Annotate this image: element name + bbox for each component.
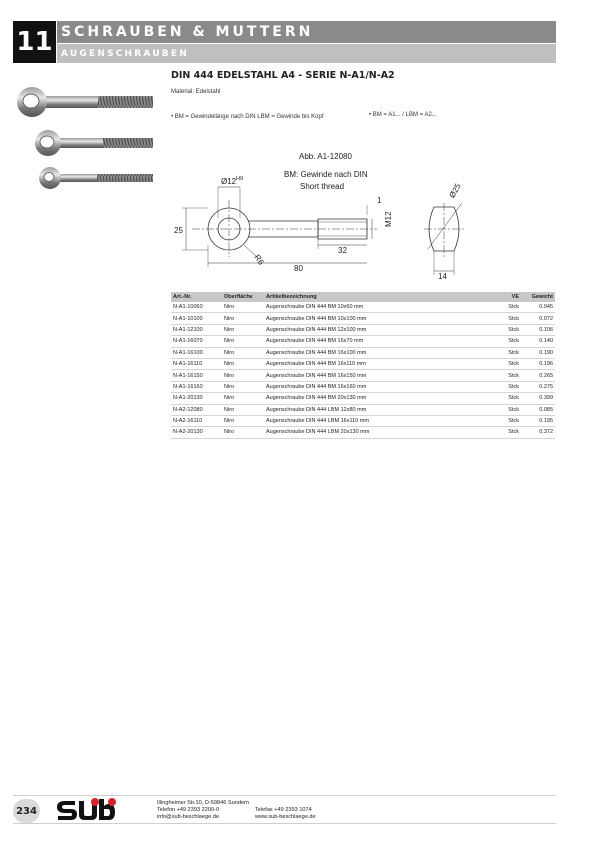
logo-red-dot-2	[108, 798, 116, 806]
cell-surface: Niro	[224, 406, 235, 413]
cell-art-nr: N-A1-10100	[173, 315, 203, 322]
feature-bullet-bm: • BM = Gewindelänge nach DIN LBM = Gewinde bis Kopf	[171, 114, 324, 120]
table-row	[171, 382, 555, 393]
dim-thread: M12	[384, 211, 393, 227]
cell-weight: 0.085	[539, 406, 553, 413]
col-header-surface: Oberfläche	[224, 294, 253, 300]
cell-description: Augenschraube DIN 444 LBM 12x80 mm	[266, 406, 367, 413]
feature-bullet-a1-a2: • BM = A1... / LBM = A2...	[369, 112, 437, 118]
table-row	[171, 370, 555, 381]
address-phone: Telefon +49 2393 2200-0	[157, 807, 220, 813]
cell-unit: Stck	[508, 361, 519, 368]
cell-description: Augenschraube DIN 444 BM 16x70 mm	[266, 338, 364, 345]
cell-surface: Niro	[224, 338, 235, 345]
thread-note-line2: Short thread	[300, 182, 345, 191]
bolt-side-view	[192, 200, 377, 257]
dim-height: 25	[174, 226, 183, 235]
cell-art-nr: N-A1-16070	[173, 338, 203, 345]
cell-weight: 0.372	[539, 429, 553, 436]
cell-description: Augenschraube DIN 444 BM 10x100 mm	[266, 315, 367, 322]
chapter-number: 11	[13, 21, 56, 63]
cell-surface: Niro	[224, 418, 235, 425]
cell-description: Augenschraube DIN 444 LBM 20x130 mm	[266, 429, 370, 436]
chapter-title: SCHRAUBEN & MUTTERN	[61, 24, 314, 40]
cell-art-nr: N-A1-10060	[173, 304, 203, 311]
table-row	[171, 336, 555, 347]
dim-radius: R6	[252, 252, 266, 267]
table-header	[171, 292, 555, 302]
cell-description: Augenschraube DIN 444 BM 16x160 mm	[266, 383, 367, 390]
col-header-unit: VE	[511, 294, 519, 300]
cell-weight: 0.275	[539, 383, 553, 390]
table-row	[171, 302, 555, 313]
dim-chamfer: 1	[377, 196, 382, 205]
col-header-description: Artikelbezeichnung	[266, 294, 317, 300]
cell-surface: Niro	[224, 372, 235, 379]
cell-unit: Stck	[508, 372, 519, 379]
cell-art-nr: N-A2-20130	[173, 429, 203, 436]
cell-surface: Niro	[224, 383, 235, 390]
cell-weight: 0.196	[539, 361, 553, 368]
cell-unit: Stck	[508, 429, 519, 436]
col-header-weight: Gewicht	[531, 294, 553, 300]
company-contact	[255, 807, 316, 821]
address-fax: Telefax +49 2393 1074	[255, 807, 312, 813]
eye-bolt-medium	[35, 130, 153, 156]
dim-thread-length: 32	[338, 246, 347, 255]
company-address	[157, 800, 249, 821]
table-row	[171, 313, 555, 324]
cell-description: Augenschraube DIN 444 BM 12x100 mm	[266, 326, 367, 333]
cell-weight: 0.195	[539, 418, 553, 425]
cell-unit: Stck	[508, 349, 519, 356]
section-subtitle: AUGENSCHRAUBEN	[61, 49, 189, 59]
cell-description: Augenschraube DIN 444 BM 20x130 mm	[266, 395, 367, 402]
dim-side-diameter: Ø25	[447, 181, 463, 200]
cell-weight: 0.190	[539, 349, 553, 356]
table-body	[171, 302, 555, 439]
address-email[interactable]: info@sub-beschlaege.de	[157, 814, 219, 820]
cell-surface: Niro	[224, 395, 235, 402]
dim-length: 80	[294, 264, 303, 273]
cell-weight: 0.045	[539, 304, 553, 311]
product-table	[171, 292, 555, 439]
cell-unit: Stck	[508, 383, 519, 390]
cell-description: Augenschraube DIN 444 BM 16x150 mm	[266, 372, 367, 379]
technical-drawing	[172, 145, 472, 285]
dim-hole: Ø12	[221, 177, 237, 186]
table-row	[171, 427, 555, 438]
logo-red-dot	[91, 798, 99, 806]
cell-art-nr: N-A1-16160	[173, 383, 203, 390]
cell-unit: Stck	[508, 326, 519, 333]
table-row	[171, 348, 555, 359]
cell-description: Augenschraube DIN 444 LBM 16x110 mm	[266, 418, 369, 425]
footer-divider-top	[13, 795, 556, 796]
cell-unit: Stck	[508, 338, 519, 345]
product-title: DIN 444 EDELSTAHL A4 - SERIE N-A1/N-A2	[171, 70, 395, 81]
col-header-art-nr: Art.-Nr.	[173, 294, 192, 300]
thread-note-line1: BM: Gewinde nach DIN	[284, 170, 368, 179]
cell-unit: Stck	[508, 315, 519, 322]
table-row	[171, 393, 555, 404]
cell-art-nr: N-A1-16110	[173, 361, 203, 368]
cell-surface: Niro	[224, 304, 235, 311]
cell-unit: Stck	[508, 418, 519, 425]
cell-art-nr: N-A1-16150	[173, 372, 203, 379]
cell-weight: 0.140	[539, 338, 553, 345]
cell-surface: Niro	[224, 429, 235, 436]
cell-weight: 0.106	[539, 326, 553, 333]
material-text: Material: Edelstahl	[171, 89, 221, 95]
dim-hole-tolerance: H9	[236, 176, 244, 182]
address-street: Illingheimer Str.10, D-59846 Sundern	[157, 800, 250, 806]
footer-divider-bottom	[13, 823, 556, 824]
cell-surface: Niro	[224, 361, 235, 368]
cell-art-nr: N-A1-20130	[173, 395, 203, 402]
table-row	[171, 325, 555, 336]
website-link[interactable]: www.sub-beschlaege.de	[255, 814, 316, 820]
cell-art-nr: N-A1-12100	[173, 326, 203, 333]
page-number: 234	[13, 799, 40, 823]
cell-surface: Niro	[224, 326, 235, 333]
product-photo	[10, 86, 160, 196]
cell-weight: 0.399	[539, 395, 553, 402]
cell-surface: Niro	[224, 315, 235, 322]
cell-weight: 0.265	[539, 372, 553, 379]
figure-label: Abb. A1-12080	[299, 152, 352, 161]
cell-description: Augenschraube DIN 444 BM 10x60 mm	[266, 304, 364, 311]
dim-width: 14	[438, 272, 447, 281]
cell-art-nr: N-A1-16100	[173, 349, 203, 356]
cell-description: Augenschraube DIN 444 BM 16x100 mm	[266, 349, 367, 356]
cell-art-nr: N-A2-16110	[173, 418, 203, 425]
cell-unit: Stck	[508, 406, 519, 413]
table-row	[171, 416, 555, 427]
eye-bolt-large	[17, 87, 153, 117]
table-row	[171, 405, 555, 416]
cell-unit: Stck	[508, 304, 519, 311]
cell-unit: Stck	[508, 395, 519, 402]
cell-description: Augenschraube DIN 444 BM 16x110 mm	[266, 361, 366, 368]
bolt-end-view	[424, 203, 464, 257]
cell-surface: Niro	[224, 349, 235, 356]
cell-weight: 0.072	[539, 315, 553, 322]
eye-bolt-small	[39, 167, 153, 189]
company-logo	[55, 797, 117, 823]
table-row	[171, 359, 555, 370]
cell-art-nr: N-A2-12080	[173, 406, 203, 413]
